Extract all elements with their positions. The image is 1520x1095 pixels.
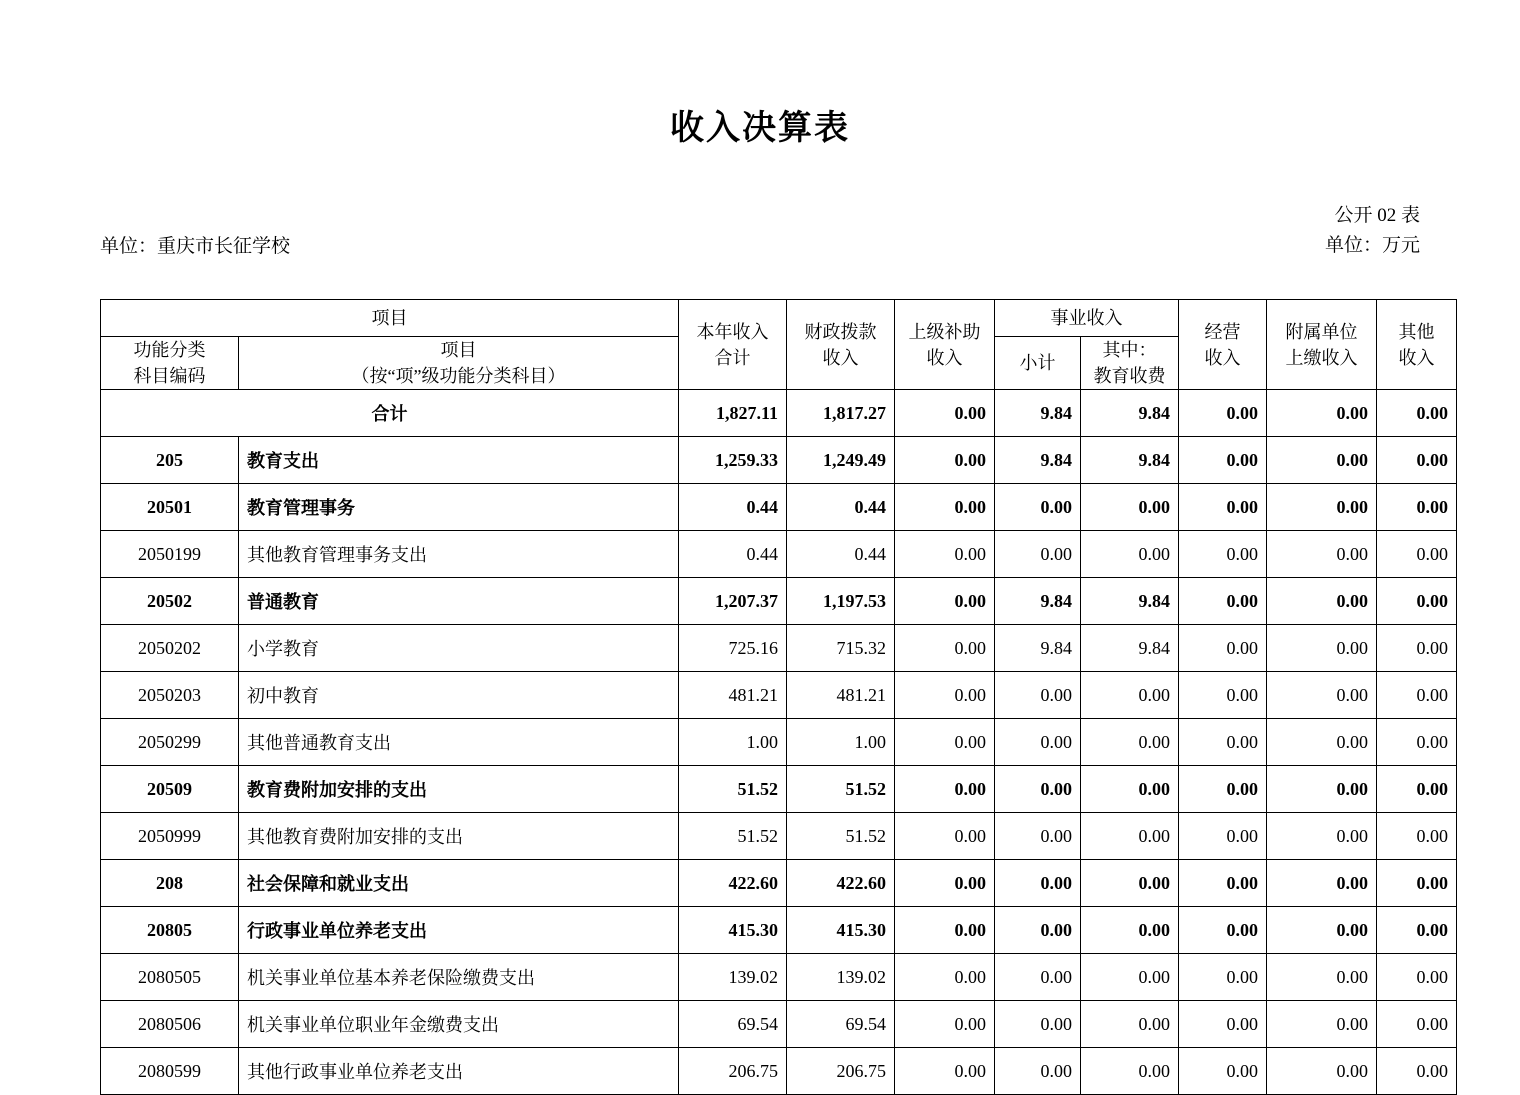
total-row-label: 合计 bbox=[101, 390, 679, 437]
table-row bbox=[101, 531, 1457, 578]
row-value-5: 0.00 bbox=[1179, 672, 1267, 719]
header-other-line1: 其他 bbox=[1398, 321, 1435, 342]
row-value-2: 0.00 bbox=[895, 531, 995, 578]
table-row bbox=[101, 954, 1457, 1001]
row-value-2: 0.00 bbox=[895, 907, 995, 954]
row-value-2: 0.00 bbox=[895, 437, 995, 484]
row-code: 2080506 bbox=[101, 1001, 239, 1048]
row-code: 205 bbox=[101, 437, 239, 484]
row-name: 社会保障和就业支出 bbox=[239, 860, 679, 907]
row-code: 2050202 bbox=[101, 625, 239, 672]
row-value-1: 51.52 bbox=[787, 813, 895, 860]
table-row bbox=[101, 578, 1457, 625]
total-row-value-7: 0.00 bbox=[1377, 390, 1457, 437]
header-item-name bbox=[239, 337, 679, 390]
header-business-edu-line1: 其中： bbox=[1102, 340, 1157, 360]
row-value-2: 0.00 bbox=[895, 860, 995, 907]
table-row bbox=[101, 1048, 1457, 1095]
row-value-0: 51.52 bbox=[679, 766, 787, 813]
row-value-1: 1,249.49 bbox=[787, 437, 895, 484]
row-value-4: 0.00 bbox=[1081, 766, 1179, 813]
row-value-6: 0.00 bbox=[1267, 578, 1377, 625]
table-row bbox=[101, 1001, 1457, 1048]
row-value-6: 0.00 bbox=[1267, 625, 1377, 672]
table-row bbox=[101, 437, 1457, 484]
header-superior-subsidy bbox=[895, 300, 995, 390]
row-value-6: 0.00 bbox=[1267, 766, 1377, 813]
row-value-5: 0.00 bbox=[1179, 719, 1267, 766]
row-name: 普通教育 bbox=[239, 578, 679, 625]
header-affiliated-income bbox=[1267, 300, 1377, 390]
table-row bbox=[101, 766, 1457, 813]
row-value-1: 715.32 bbox=[787, 625, 895, 672]
income-final-accounts-table bbox=[100, 299, 1457, 1095]
row-value-3: 0.00 bbox=[995, 1001, 1081, 1048]
row-value-6: 0.00 bbox=[1267, 907, 1377, 954]
row-value-1: 139.02 bbox=[787, 954, 895, 1001]
row-value-0: 422.60 bbox=[679, 860, 787, 907]
table-row bbox=[101, 907, 1457, 954]
header-other-income bbox=[1377, 300, 1457, 390]
row-value-4: 0.00 bbox=[1081, 860, 1179, 907]
row-name: 教育支出 bbox=[239, 437, 679, 484]
table-row bbox=[101, 719, 1457, 766]
row-value-5: 0.00 bbox=[1179, 625, 1267, 672]
row-code: 2080599 bbox=[101, 1048, 239, 1095]
header-total-income bbox=[679, 300, 787, 390]
row-value-7: 0.00 bbox=[1377, 484, 1457, 531]
table-row bbox=[101, 813, 1457, 860]
row-value-7: 0.00 bbox=[1377, 672, 1457, 719]
row-value-3: 9.84 bbox=[995, 578, 1081, 625]
row-value-1: 0.44 bbox=[787, 531, 895, 578]
table-row bbox=[101, 625, 1457, 672]
row-value-0: 415.30 bbox=[679, 907, 787, 954]
header-total-income-line2: 合计 bbox=[714, 347, 751, 368]
row-value-6: 0.00 bbox=[1267, 813, 1377, 860]
row-code: 2080505 bbox=[101, 954, 239, 1001]
row-value-4: 0.00 bbox=[1081, 484, 1179, 531]
row-value-7: 0.00 bbox=[1377, 437, 1457, 484]
row-value-1: 0.44 bbox=[787, 484, 895, 531]
row-value-4: 9.84 bbox=[1081, 578, 1179, 625]
row-value-6: 0.00 bbox=[1267, 860, 1377, 907]
row-value-4: 0.00 bbox=[1081, 1048, 1179, 1095]
header-operating-line2: 收入 bbox=[1204, 347, 1241, 368]
row-value-7: 0.00 bbox=[1377, 1048, 1457, 1095]
total-row-value-5: 0.00 bbox=[1179, 390, 1267, 437]
header-business-education-fee bbox=[1081, 337, 1179, 390]
row-value-0: 725.16 bbox=[679, 625, 787, 672]
row-value-4: 9.84 bbox=[1081, 437, 1179, 484]
row-value-1: 415.30 bbox=[787, 907, 895, 954]
row-value-5: 0.00 bbox=[1179, 766, 1267, 813]
row-code: 20501 bbox=[101, 484, 239, 531]
header-operating-line1: 经营 bbox=[1204, 321, 1241, 342]
row-value-3: 0.00 bbox=[995, 1048, 1081, 1095]
header-superior-line2: 收入 bbox=[926, 347, 963, 368]
header-code-line2: 科目编码 bbox=[133, 366, 206, 386]
total-row-value-0: 1,827.11 bbox=[679, 390, 787, 437]
header-fiscal-line2: 收入 bbox=[822, 347, 859, 368]
header-affiliated-line1: 附属单位 bbox=[1285, 321, 1358, 342]
row-value-0: 139.02 bbox=[679, 954, 787, 1001]
row-value-4: 0.00 bbox=[1081, 719, 1179, 766]
table-row bbox=[101, 484, 1457, 531]
row-code: 20502 bbox=[101, 578, 239, 625]
row-value-2: 0.00 bbox=[895, 719, 995, 766]
row-value-5: 0.00 bbox=[1179, 954, 1267, 1001]
row-value-7: 0.00 bbox=[1377, 531, 1457, 578]
row-value-3: 0.00 bbox=[995, 672, 1081, 719]
row-value-2: 0.00 bbox=[895, 672, 995, 719]
row-value-5: 0.00 bbox=[1179, 860, 1267, 907]
row-value-3: 0.00 bbox=[995, 860, 1081, 907]
row-value-2: 0.00 bbox=[895, 1001, 995, 1048]
document-meta bbox=[100, 149, 1420, 257]
header-business-income: 事业收入 bbox=[995, 300, 1179, 337]
amount-unit: 单位：万元 bbox=[1324, 235, 1420, 256]
row-value-5: 0.00 bbox=[1179, 578, 1267, 625]
form-number: 公开 02 表 bbox=[1334, 205, 1420, 226]
row-name: 其他普通教育支出 bbox=[239, 719, 679, 766]
table-row-total bbox=[101, 390, 1457, 437]
row-value-7: 0.00 bbox=[1377, 860, 1457, 907]
row-value-0: 1.00 bbox=[679, 719, 787, 766]
row-value-0: 1,259.33 bbox=[679, 437, 787, 484]
income-table-wrapper bbox=[100, 299, 1448, 1095]
header-business-subtotal: 小计 bbox=[995, 337, 1081, 390]
row-value-0: 0.44 bbox=[679, 531, 787, 578]
row-code: 20509 bbox=[101, 766, 239, 813]
row-value-0: 51.52 bbox=[679, 813, 787, 860]
row-value-5: 0.00 bbox=[1179, 907, 1267, 954]
header-other-line2: 收入 bbox=[1398, 347, 1435, 368]
row-value-2: 0.00 bbox=[895, 766, 995, 813]
row-value-6: 0.00 bbox=[1267, 484, 1377, 531]
row-value-3: 0.00 bbox=[995, 484, 1081, 531]
row-value-3: 0.00 bbox=[995, 766, 1081, 813]
row-value-3: 9.84 bbox=[995, 437, 1081, 484]
row-value-4: 0.00 bbox=[1081, 907, 1179, 954]
row-name: 其他教育费附加安排的支出 bbox=[239, 813, 679, 860]
row-value-4: 0.00 bbox=[1081, 672, 1179, 719]
row-value-1: 206.75 bbox=[787, 1048, 895, 1095]
header-function-code bbox=[101, 337, 239, 390]
row-value-7: 0.00 bbox=[1377, 719, 1457, 766]
unit-label: 单位：重庆市长征学校 bbox=[100, 236, 291, 257]
row-value-0: 0.44 bbox=[679, 484, 787, 531]
row-value-1: 1.00 bbox=[787, 719, 895, 766]
row-value-3: 0.00 bbox=[995, 531, 1081, 578]
row-value-0: 481.21 bbox=[679, 672, 787, 719]
row-value-0: 69.54 bbox=[679, 1001, 787, 1048]
total-row-value-6: 0.00 bbox=[1267, 390, 1377, 437]
row-name: 初中教育 bbox=[239, 672, 679, 719]
row-value-6: 0.00 bbox=[1267, 437, 1377, 484]
row-name: 其他教育管理事务支出 bbox=[239, 531, 679, 578]
total-row-value-2: 0.00 bbox=[895, 390, 995, 437]
table-row bbox=[101, 860, 1457, 907]
row-value-3: 0.00 bbox=[995, 954, 1081, 1001]
header-total-income-line1: 本年收入 bbox=[696, 321, 769, 342]
row-name: 教育管理事务 bbox=[239, 484, 679, 531]
row-code: 208 bbox=[101, 860, 239, 907]
row-value-1: 51.52 bbox=[787, 766, 895, 813]
row-value-3: 0.00 bbox=[995, 813, 1081, 860]
row-name: 机关事业单位基本养老保险缴费支出 bbox=[239, 954, 679, 1001]
row-code: 20805 bbox=[101, 907, 239, 954]
row-value-5: 0.00 bbox=[1179, 813, 1267, 860]
row-name: 机关事业单位职业年金缴费支出 bbox=[239, 1001, 679, 1048]
header-operating-income bbox=[1179, 300, 1267, 390]
row-value-1: 1,197.53 bbox=[787, 578, 895, 625]
row-value-2: 0.00 bbox=[895, 954, 995, 1001]
total-row-value-1: 1,817.27 bbox=[787, 390, 895, 437]
header-superior-line1: 上级补助 bbox=[908, 321, 981, 342]
row-value-6: 0.00 bbox=[1267, 672, 1377, 719]
row-value-7: 0.00 bbox=[1377, 766, 1457, 813]
header-code-line1: 功能分类 bbox=[133, 340, 206, 360]
row-name: 小学教育 bbox=[239, 625, 679, 672]
row-value-2: 0.00 bbox=[895, 1048, 995, 1095]
header-fiscal-appropriation bbox=[787, 300, 895, 390]
row-value-7: 0.00 bbox=[1377, 625, 1457, 672]
table-header-row-1 bbox=[101, 300, 1457, 337]
row-value-4: 9.84 bbox=[1081, 625, 1179, 672]
header-business-edu-line2: 教育收费 bbox=[1093, 366, 1166, 386]
row-value-5: 0.00 bbox=[1179, 1048, 1267, 1095]
row-value-2: 0.00 bbox=[895, 484, 995, 531]
header-name-line2: （按“项”级功能分类科目） bbox=[351, 366, 566, 386]
row-value-0: 206.75 bbox=[679, 1048, 787, 1095]
row-value-7: 0.00 bbox=[1377, 813, 1457, 860]
row-code: 2050203 bbox=[101, 672, 239, 719]
row-value-1: 422.60 bbox=[787, 860, 895, 907]
row-code: 2050199 bbox=[101, 531, 239, 578]
row-value-4: 0.00 bbox=[1081, 954, 1179, 1001]
header-affiliated-line2: 上缴收入 bbox=[1285, 347, 1358, 368]
row-value-5: 0.00 bbox=[1179, 531, 1267, 578]
row-value-7: 0.00 bbox=[1377, 954, 1457, 1001]
row-value-3: 0.00 bbox=[995, 719, 1081, 766]
row-value-7: 0.00 bbox=[1377, 1001, 1457, 1048]
row-value-5: 0.00 bbox=[1179, 1001, 1267, 1048]
row-value-4: 0.00 bbox=[1081, 531, 1179, 578]
row-value-4: 0.00 bbox=[1081, 1001, 1179, 1048]
header-fiscal-line1: 财政拨款 bbox=[804, 321, 877, 342]
meta-right-block bbox=[1325, 201, 1420, 261]
row-value-3: 9.84 bbox=[995, 625, 1081, 672]
row-value-2: 0.00 bbox=[895, 625, 995, 672]
row-value-3: 0.00 bbox=[995, 907, 1081, 954]
total-row-value-3: 9.84 bbox=[995, 390, 1081, 437]
table-row bbox=[101, 672, 1457, 719]
row-name: 教育费附加安排的支出 bbox=[239, 766, 679, 813]
row-value-7: 0.00 bbox=[1377, 578, 1457, 625]
header-item-group: 项目 bbox=[101, 300, 679, 337]
row-value-1: 69.54 bbox=[787, 1001, 895, 1048]
row-value-4: 0.00 bbox=[1081, 813, 1179, 860]
row-value-2: 0.00 bbox=[895, 578, 995, 625]
row-value-6: 0.00 bbox=[1267, 531, 1377, 578]
row-value-1: 481.21 bbox=[787, 672, 895, 719]
row-value-6: 0.00 bbox=[1267, 954, 1377, 1001]
row-value-7: 0.00 bbox=[1377, 907, 1457, 954]
row-value-6: 0.00 bbox=[1267, 719, 1377, 766]
row-code: 2050299 bbox=[101, 719, 239, 766]
row-value-2: 0.00 bbox=[895, 813, 995, 860]
row-value-0: 1,207.37 bbox=[679, 578, 787, 625]
row-value-5: 0.00 bbox=[1179, 437, 1267, 484]
row-code: 2050999 bbox=[101, 813, 239, 860]
row-value-6: 0.00 bbox=[1267, 1048, 1377, 1095]
row-value-5: 0.00 bbox=[1179, 484, 1267, 531]
row-name: 其他行政事业单位养老支出 bbox=[239, 1048, 679, 1095]
row-name: 行政事业单位养老支出 bbox=[239, 907, 679, 954]
row-value-6: 0.00 bbox=[1267, 1001, 1377, 1048]
total-row-value-4: 9.84 bbox=[1081, 390, 1179, 437]
header-name-line1: 项目 bbox=[440, 340, 477, 360]
page-title: 收入决算表 bbox=[670, 110, 850, 147]
